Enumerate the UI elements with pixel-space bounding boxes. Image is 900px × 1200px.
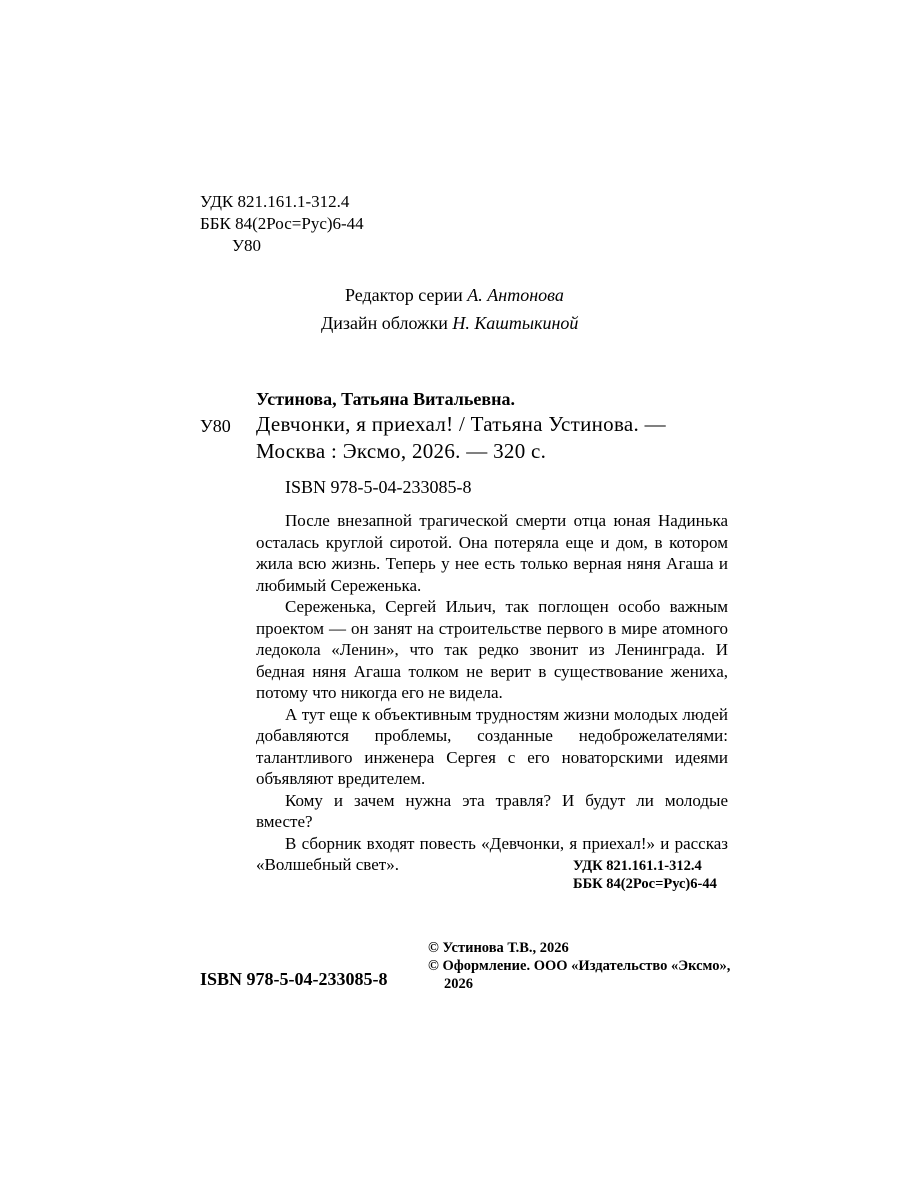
series-editor-name: А. Антонова: [467, 285, 564, 305]
footer-udk-code: УДК 821.161.1-312.4: [573, 858, 702, 874]
title-line: Девчонки, я приехал! / Татьяна Устинова. —: [256, 412, 666, 436]
cover-design-line: [321, 312, 578, 334]
footer-bbk-code: ББК 84(2Рос=Рус)6-44: [573, 876, 717, 892]
bibliographic-code: У80: [200, 416, 231, 436]
annotation-paragraph: Сереженька, Сергей Ильич, так поглощен особо важным проектом — он занят на строительстве первого в мире атомного ледокола «Ленин», что так редко звонит из Ленинграда. И бедная няня Агаша толком не верит в существование жениха, потому что никогда его не видела.: [256, 597, 728, 702]
series-editor-line: [345, 284, 564, 306]
bbk-code: ББК 84(2Рос=Рус)6-44: [200, 214, 364, 233]
annotation-paragraph: После внезапной трагической смерти отца юная Надинька осталась круглой сиротой. Она потеряла еще и дом, в котором жила всю жизнь. Теперь у нее есть только верная няня Агаша и любимый Сереженька.: [256, 511, 728, 595]
bottom-isbn: ISBN 978-5-04-233085-8: [200, 969, 388, 989]
isbn-line: ISBN 978-5-04-233085-8: [285, 477, 472, 497]
copyright-design-line1: © Оформление. ООО «Издательство «Эксмо»,: [428, 958, 731, 974]
author-heading: Устинова, Татьяна Витальевна.: [256, 389, 515, 409]
series-editor-label: Редактор серии: [345, 285, 463, 305]
annotation-paragraph: А тут еще к объективным трудностям жизни молодых людей добавляются проблемы, созданные недоброжелателями: талантливого инженера Сергея с его новаторскими идеями объявляют вредителем.: [256, 704, 728, 788]
copyright-design-line2: 2026: [444, 976, 473, 992]
udk-code: УДК 821.161.1-312.4: [200, 192, 350, 211]
author-mark-code: У80: [232, 236, 262, 255]
cover-design-name: Н. Каштыкиной: [452, 313, 579, 333]
copyright-author: © Устинова Т.В., 2026: [428, 940, 569, 956]
annotation-paragraph: В сборник входят повесть «Девчонки, я приехал!» и рассказ «Волшебный свет».: [256, 833, 728, 874]
publication-line: Москва : Эксмо, 2026. — 320 с.: [256, 439, 547, 463]
cover-design-label: Дизайн обложки: [321, 313, 448, 333]
annotation-paragraph: Кому и зачем нужна эта травля? И будут ли молодые вместе?: [256, 790, 728, 831]
annotation: [256, 510, 728, 876]
